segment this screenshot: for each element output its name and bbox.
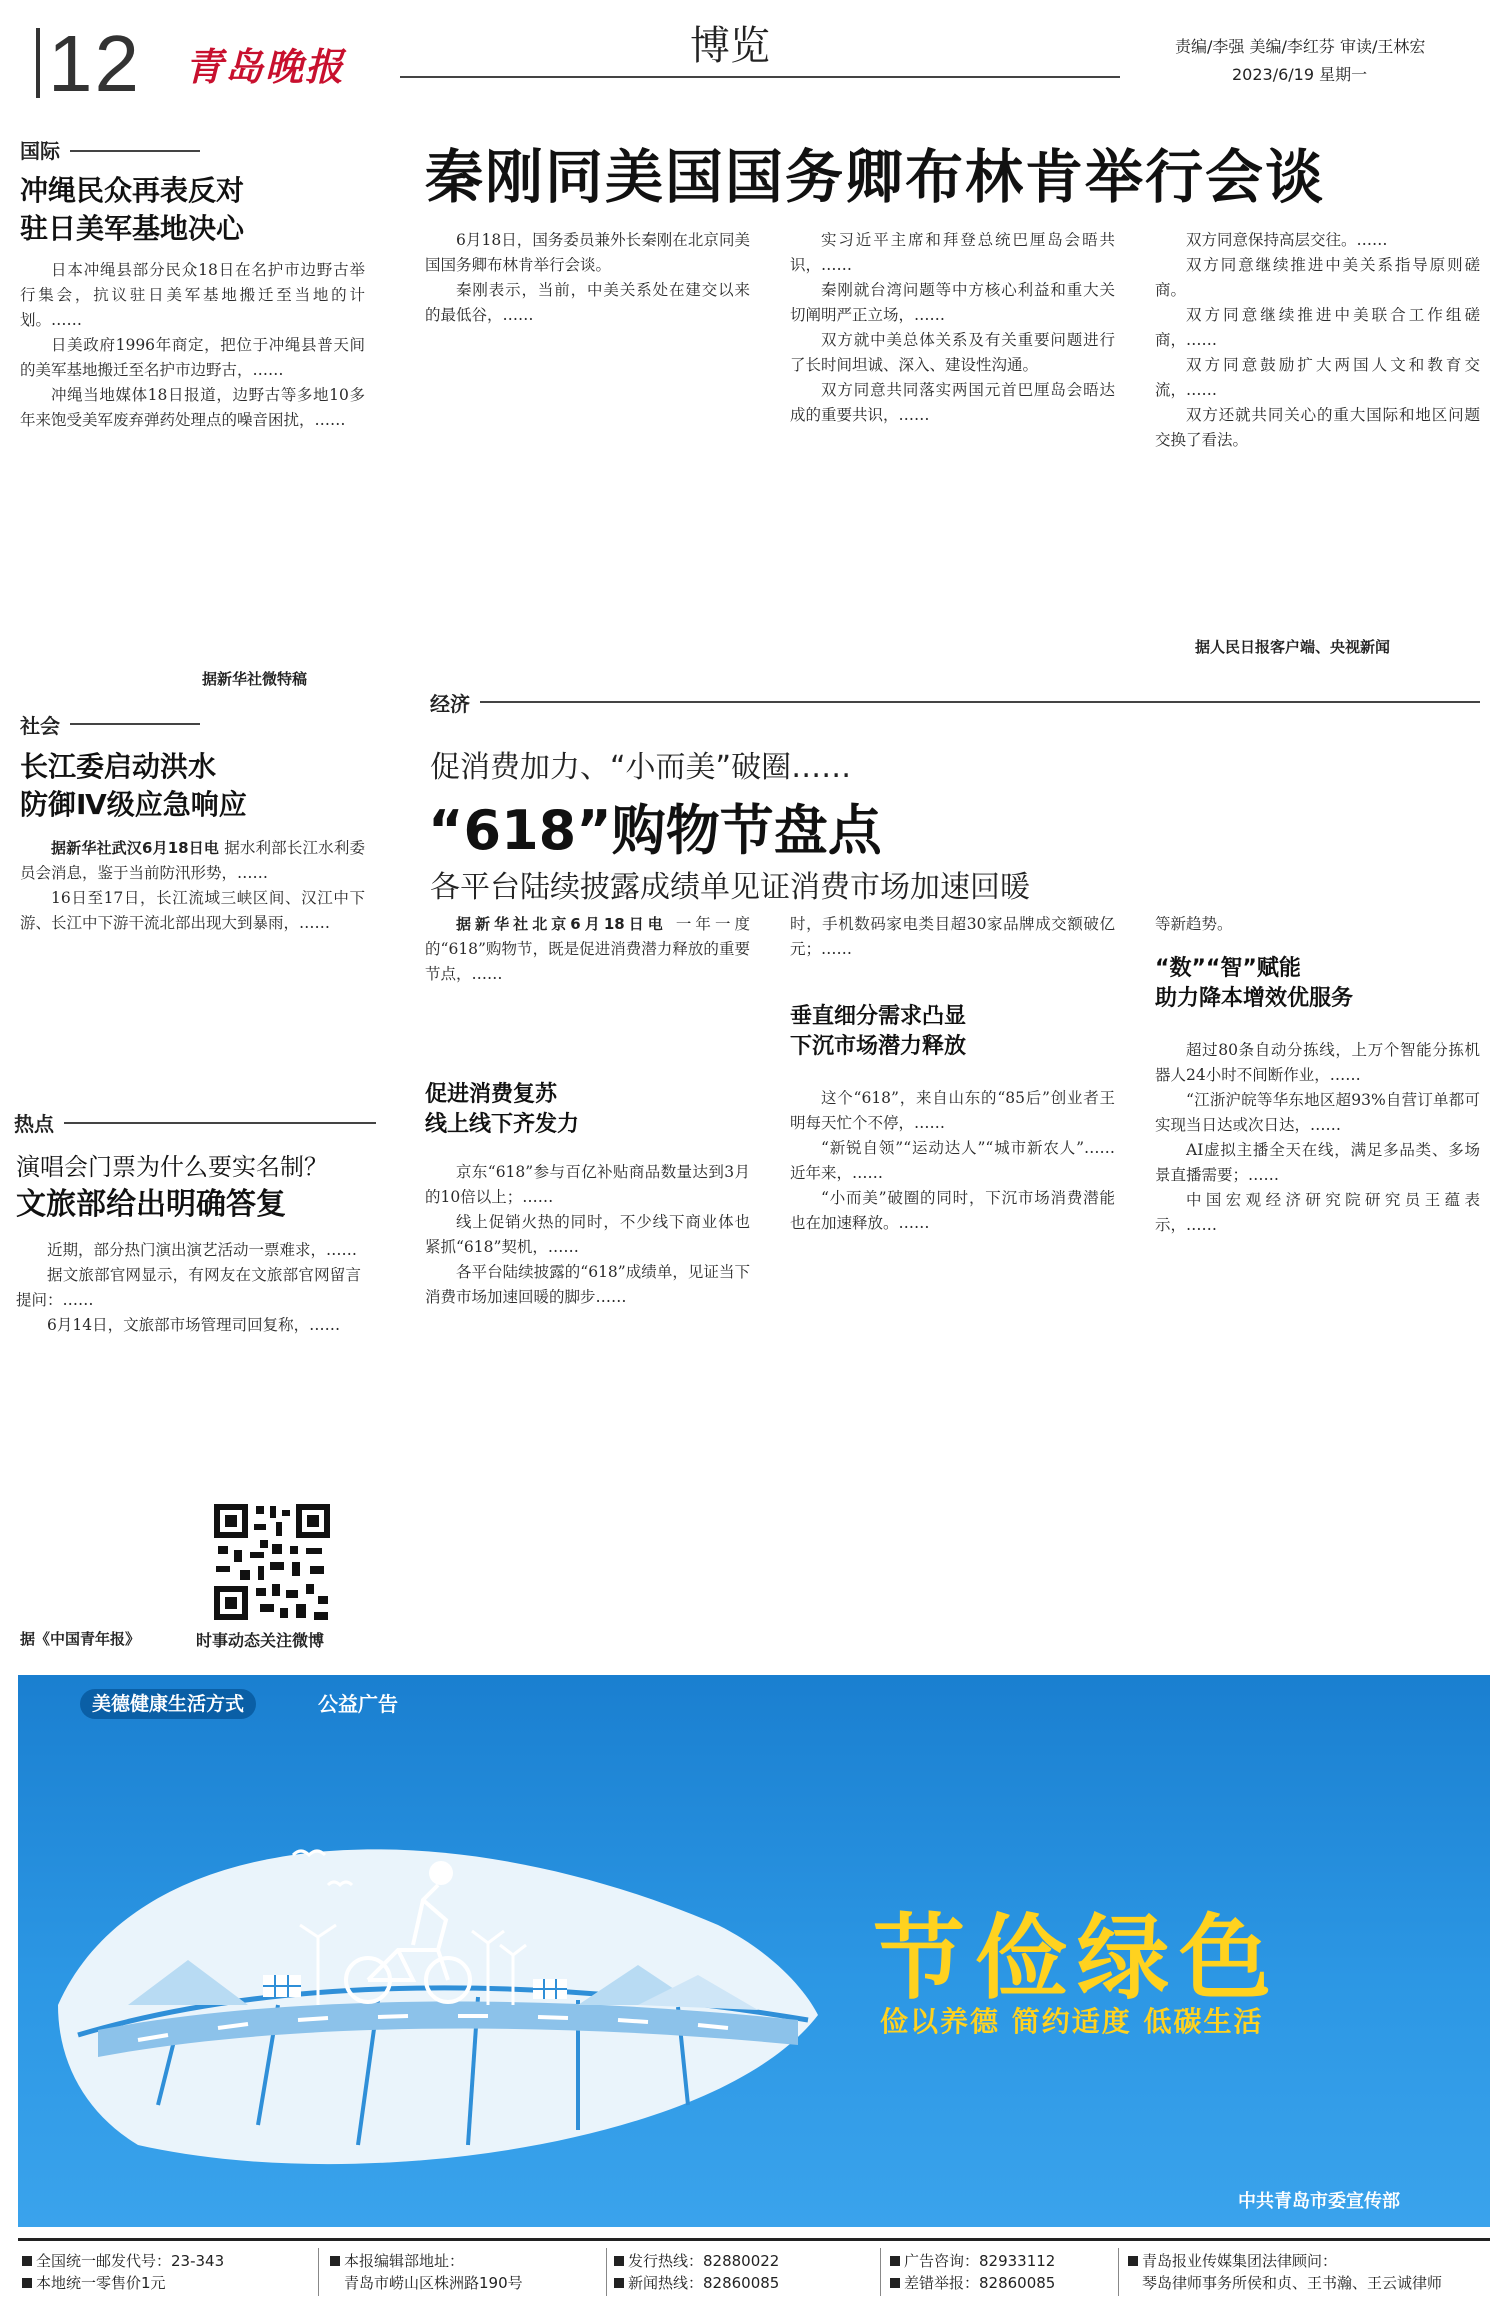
paragraph: 双方同意鼓励扩大两国人文和教育交流，…… (1155, 356, 1480, 399)
paragraph: AI虚拟主播全天在线，满足多品类、多场景直播需要；…… (1155, 1141, 1480, 1184)
paragraph: 时，手机数码家电类目超30家品牌成交额破亿元；…… (790, 915, 1115, 958)
lead-credit: 据人民日报客户端、央视新闻 (1195, 638, 1391, 656)
page-number-bar (36, 28, 40, 98)
economy-col1-body (425, 1160, 750, 1310)
international-headline[interactable] (20, 172, 380, 248)
ad-title: 节俭绿色 (873, 1905, 1282, 2012)
paragraph: 超过80条自动分拣线，上万个智能分拣机器人24小时不间断作业，…… (1155, 1041, 1480, 1084)
hot-credit: 据《中国青年报》 (20, 1630, 141, 1648)
economy-col2-intro (790, 912, 1115, 962)
bullet-square-icon (614, 2256, 624, 2266)
footer-legal-counsel (1128, 2250, 1488, 2294)
footer-line: 广告咨询：82933112 (904, 2252, 1056, 2270)
bullet-square-icon (614, 2278, 624, 2288)
subhead-line: 下沉市场潜力释放 (790, 1034, 967, 1059)
international-body (20, 258, 365, 433)
footer-separator (1118, 2248, 1119, 2296)
paragraph: “新锐自领”“运动达人”“城市新农人”……近年来，…… (790, 1139, 1115, 1182)
footer-line: 本报编辑部地址： (344, 2252, 465, 2270)
footer-line: 青岛报业传媒集团法律顾问： (1142, 2252, 1338, 2270)
economy-dateline: 据新华社北京6月18日电 (456, 915, 667, 933)
qr-caption: 时事动态关注微博 (196, 1631, 325, 1650)
footer-separator (318, 2248, 319, 2296)
society-body (20, 836, 365, 936)
public-service-ad[interactable] (18, 1675, 1490, 2227)
paragraph: 一年一度的“618”购物节，既是促进消费潜力释放的重要节点，…… (425, 915, 750, 983)
paragraph: 据水利部长江水利委员会消息，鉴于当前防汛形势，…… (20, 839, 365, 882)
lead-col2 (790, 228, 1115, 428)
bullet-square-icon (330, 2256, 340, 2266)
paragraph: 这个“618”，来自山东的“85后”创业者王明每天忙个不停，…… (790, 1089, 1115, 1132)
qr-code-icon[interactable] (210, 1500, 334, 1624)
section-label-hot: 热点 (14, 1112, 54, 1136)
section-label-international: 国际 (20, 139, 60, 163)
footer-line: 琴岛律师事务所侯和贞、王书瀚、王云诚律师 (1142, 2274, 1443, 2292)
lead-col3 (1155, 228, 1480, 453)
lead-col1 (425, 228, 750, 328)
hot-headline[interactable]: 文旅部给出明确答复 (16, 1187, 286, 1222)
subhead-line: 线上线下齐发力 (425, 1112, 580, 1137)
paragraph: 实习近平主席和拜登总统巴厘岛会晤共识，…… (790, 231, 1115, 274)
lead-headline[interactable]: 秦刚同美国国务卿布林肯举行会谈 (425, 143, 1326, 211)
section-label-economy: 经济 (430, 692, 470, 716)
bullet-square-icon (22, 2256, 32, 2266)
paragraph: 日美政府1996年商定，把位于冲绳县普天间的美军基地搬迁至名护市边野古，…… (20, 336, 365, 379)
paragraph: 双方同意继续推进中美联合工作组磋商，…… (1155, 306, 1480, 349)
paragraph: 等新趋势。 (1155, 915, 1233, 933)
ad-tag: 公益广告 (318, 1692, 398, 1716)
economy-col3-intro (1155, 912, 1480, 937)
paragraph: 京东“618”参与百亿补贴商品数量达到3月的10倍以上；…… (425, 1163, 750, 1206)
economy-col2-body (790, 1086, 1115, 1236)
paragraph: 秦刚表示，当前，中美关系处在建交以来的最低谷，…… (425, 281, 750, 324)
society-dateline: 据新华社武汉6月18日电 (51, 839, 220, 857)
paragraph: 双方同意保持高层交往。…… (1186, 231, 1388, 249)
subhead-line: 促进消费复苏 (425, 1082, 558, 1107)
paragraph: 双方还就共同关心的重大国际和地区问题交换了看法。 (1155, 406, 1480, 449)
footer-rule (18, 2238, 1490, 2241)
paragraph: 双方同意共同落实两国元首巴厘岛会晤达成的重要共识，…… (790, 381, 1115, 424)
hot-body (16, 1238, 361, 1338)
hot-kicker: 演唱会门票为什么要实名制？ (16, 1153, 328, 1181)
international-credit: 据新华社微特稿 (202, 670, 308, 688)
paragraph: 各平台陆续披露的“618”成绩单，见证当下消费市场加速回暖的脚步…… (425, 1263, 750, 1306)
paragraph: 双方同意继续推进中美关系指导原则磋商。 (1155, 256, 1480, 299)
footer-line: 差错举报：82860085 (904, 2274, 1056, 2292)
ad-category-pill: 美德健康生活方式 (80, 1689, 256, 1719)
section-label-rule (480, 701, 1480, 703)
society-headline-line2: 防御Ⅳ级应急响应 (20, 788, 247, 821)
economy-subhead-2 (790, 1002, 1115, 1062)
economy-col1-intro (425, 912, 750, 987)
page-number: 12 (48, 19, 141, 108)
paragraph: 冲绳当地媒体18日报道，边野古等多地10多年来饱受美军废弃弹药处理点的噪音困扰，…… (20, 386, 365, 429)
paragraph: 16日至17日，长江流域三峡区间、汉江中下游、长江中下游干流北部出现大到暴雨，…… (20, 889, 365, 932)
paragraph: “江浙沪皖等华东地区超93%自营订单都可实现当日达或次日达，…… (1155, 1091, 1480, 1134)
ad-slogan: 俭以养德 简约适度 低碳生活 (880, 2005, 1264, 2038)
footer-postal-info (22, 2250, 312, 2294)
editors-line: 责编/李强 美编/李红芬 审读/王林宏 (1175, 37, 1426, 56)
footer-line: 本地统一零售价1元 (36, 2274, 166, 2292)
paragraph: “小而美”破圈的同时，下沉市场消费潜能也在加速释放。…… (790, 1189, 1115, 1232)
society-headline[interactable] (20, 748, 380, 824)
footer-address (330, 2250, 600, 2294)
footer-line: 全国统一邮发代号：23-343 (36, 2252, 225, 2270)
economy-kicker: 促消费加力、“小而美”破圈…… (430, 750, 852, 785)
section-label-society: 社会 (20, 714, 60, 738)
footer-line: 发行热线：82880022 (628, 2252, 780, 2270)
footer-separator (880, 2248, 881, 2296)
paragraph: 线上促销火热的同时，不少线下商业体也紧抓“618”契机，…… (425, 1213, 750, 1256)
paragraph: 双方就中美总体关系及有关重要问题进行了长时间坦诚、深入、建设性沟通。 (790, 331, 1115, 374)
footer-line: 新闻热线：82860085 (628, 2274, 780, 2292)
international-headline-line1: 冲绳民众再表反对 (20, 174, 245, 207)
paragraph: 中国宏观经济研究院研究员王蕴表示，…… (1155, 1191, 1480, 1234)
section-label-rule (70, 723, 200, 725)
paragraph: 6月18日，国务委员兼外长秦刚在北京同美国国务卿布林肯举行会谈。 (425, 231, 750, 274)
economy-subheadline: 各平台陆续披露成绩单见证消费市场加速回暖 (430, 870, 1030, 905)
section-label-rule (64, 1122, 376, 1124)
subhead-line: 垂直细分需求凸显 (790, 1004, 967, 1029)
economy-subhead-1 (425, 1080, 750, 1140)
paragraph: 据文旅部官网显示，有网友在文旅部官网留言提问：…… (16, 1266, 361, 1309)
footer-separator (606, 2248, 607, 2296)
footer-line: 青岛市崂山区株洲路190号 (344, 2274, 523, 2292)
economy-subhead-3 (1155, 954, 1480, 1014)
international-headline-line2: 驻日美军基地决心 (20, 212, 245, 245)
section-label-rule (70, 150, 200, 152)
paragraph: 近期，部分热门演出演艺活动一票难求，…… (47, 1241, 358, 1259)
bullet-square-icon (22, 2278, 32, 2288)
publication-date: 2023/6/19 星期一 (1232, 65, 1368, 84)
subhead-line: “数”“智”赋能 (1155, 956, 1301, 981)
economy-col3-body (1155, 1038, 1480, 1238)
footer-hotlines (614, 2250, 884, 2294)
footer-ad-contact (890, 2250, 1120, 2294)
society-headline-line1: 长江委启动洪水 (20, 750, 217, 783)
paragraph: 日本冲绳县部分民众18日在名护市边野古举行集会，抗议驻日美军基地搬迁至当地的计划。…… (20, 261, 365, 329)
section-title: 博览 (690, 23, 770, 69)
economy-headline[interactable]: “618”购物节盘点 (428, 799, 882, 862)
subhead-line: 助力降本增效优服务 (1155, 986, 1354, 1011)
bullet-square-icon (890, 2256, 900, 2266)
paragraph: 秦刚就台湾问题等中方核心利益和重大关切阐明严正立场，…… (790, 281, 1115, 324)
newspaper-name-logo: 青岛晚报 (185, 44, 346, 89)
paragraph: 6月14日，文旅部市场管理司回复称，…… (47, 1316, 341, 1334)
ad-sponsor: 中共青岛市委宣传部 (1238, 2191, 1400, 2212)
header-rule (400, 76, 1120, 78)
bullet-square-icon (890, 2278, 900, 2288)
bullet-square-icon (1128, 2256, 1138, 2266)
